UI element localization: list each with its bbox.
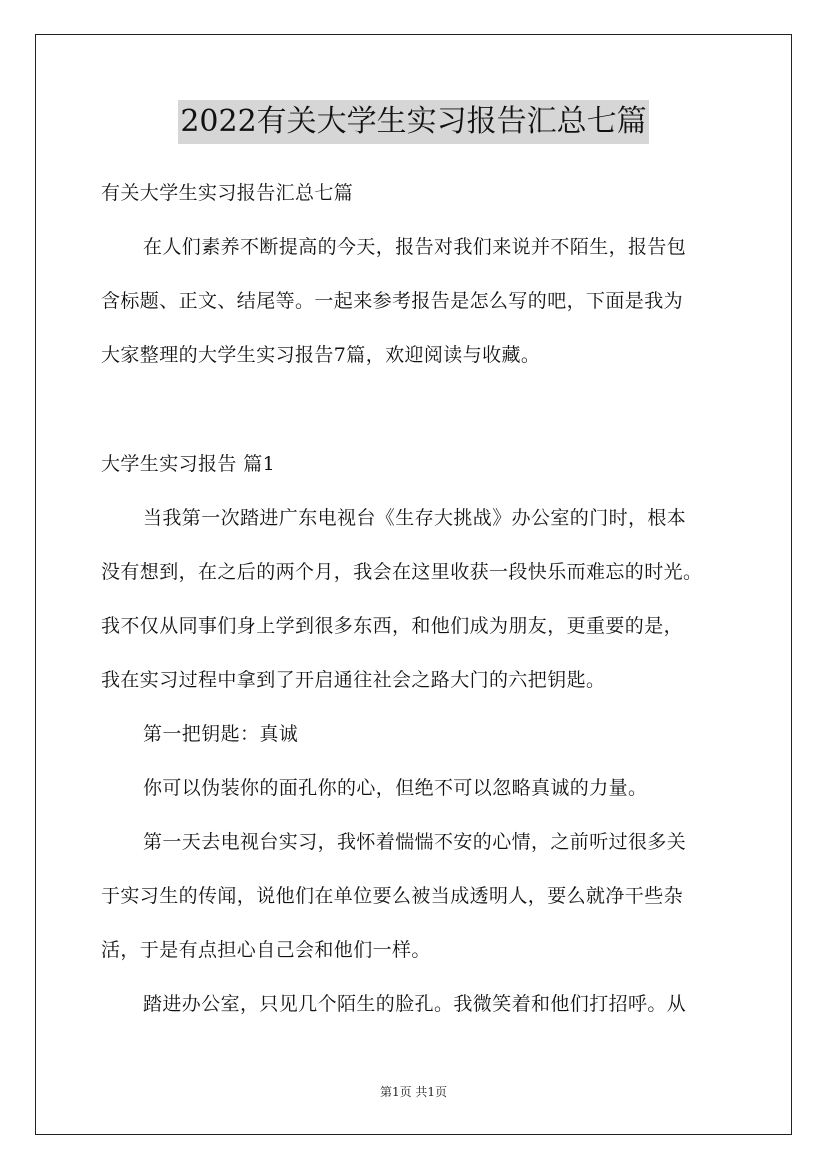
body-line-6: 你可以伪装你的面孔你的心，但绝不可以忽略真诚的力量。 [143,777,648,799]
body-line-7: 第一天去电视台实习，我怀着惴惴不安的心情，之前听过很多关 [143,831,687,853]
body-line-8: 于实习生的传闻，说他们在单位要么被当成透明人，要么就净干些杂 [101,885,684,907]
body-line-10: 踏进办公室，只见几个陌生的脸孔。我微笑着和他们打招呼。从 [143,993,687,1015]
document-subtitle: 有关大学生实习报告汇总七篇 [101,182,354,204]
key-heading-1: 第一把钥匙：真诚 [143,723,299,745]
body-line-3: 我不仅从同事们身上学到很多东西，和他们成为朋友，更重要的是， [101,615,684,637]
body-line-4: 我在实习过程中拿到了开启通往社会之路大门的六把钥匙。 [101,669,606,691]
body-line-2: 没有想到，在之后的两个月，我会在这里收获一段快乐而难忘的时光。 [101,561,703,583]
intro-line-2: 含标题、正文、结尾等。一起来参考报告是怎么写的吧，下面是我为 [101,290,684,312]
section-heading: 大学生实习报告 篇1 [101,453,276,475]
page-footer: 第1页 共1页 [379,1085,448,1099]
body-line-9: 活，于是有点担心自己会和他们一样。 [101,939,431,961]
body-line-1: 当我第一次踏进广东电视台《生存大挑战》办公室的门时，根本 [143,507,687,529]
title-container [0,100,827,144]
intro-line-3: 大家整理的大学生实习报告7篇，欢迎阅读与收藏。 [101,344,541,366]
intro-line-1: 在人们素养不断提高的今天，报告对我们来说并不陌生，报告包 [143,236,687,258]
document-title: 2022有关大学生实习报告汇总七篇 [178,100,648,144]
